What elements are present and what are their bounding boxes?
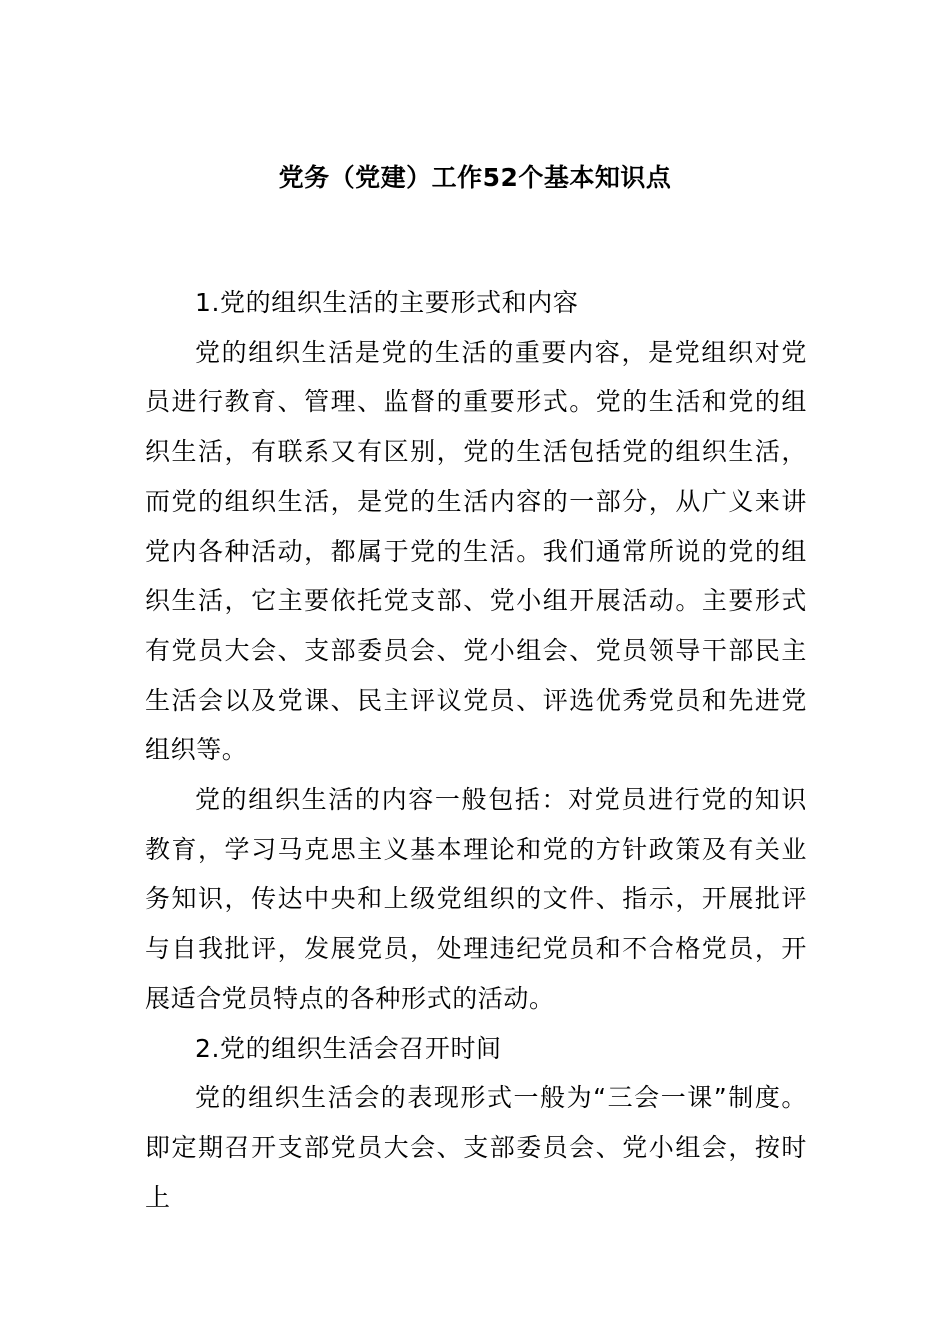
paragraph: 党的组织生活的内容一般包括：对党员进行党的知识教育，学习马克思主义基本理论和党的方针政策及有关业务知识，传达中央和上级党组织的文件、指示，开展批评与自我批评，发展党员，处理违纪党员和不合格党员，开展适合党员特点的各种形式的活动。 (145, 785, 807, 1013)
section-heading-2: 2.党的组织生活会召开时间 (195, 1033, 502, 1063)
document-body (145, 278, 807, 1222)
paragraph: 党的组织生活是党的生活的重要内容，是党组织对党员进行教育、管理、监督的重要形式。党的生活和党的组织生活，有联系又有区别，党的生活包括党的组织生活，而党的组织生活，是党的生活内容的一部分，从广义来讲党内各种活动，都属于党的生活。我们通常所说的党的组织生活，它主要依托党支部、党小组开展活动。主要形式有党员大会、支部委员会、党小组会、党员领导干部民主生活会以及党课、民主评议党员、评选优秀党员和先进党组织等。 (145, 337, 807, 765)
document-title: 党务（党建）工作52个基本知识点 (278, 163, 672, 192)
section-heading-1: 1.党的组织生活的主要形式和内容 (195, 288, 579, 317)
paragraph: 党的组织生活会的表现形式一般为“三会一课”制度。即定期召开支部党员大会、支部委员会、党小组会，按时上 (145, 1083, 807, 1212)
